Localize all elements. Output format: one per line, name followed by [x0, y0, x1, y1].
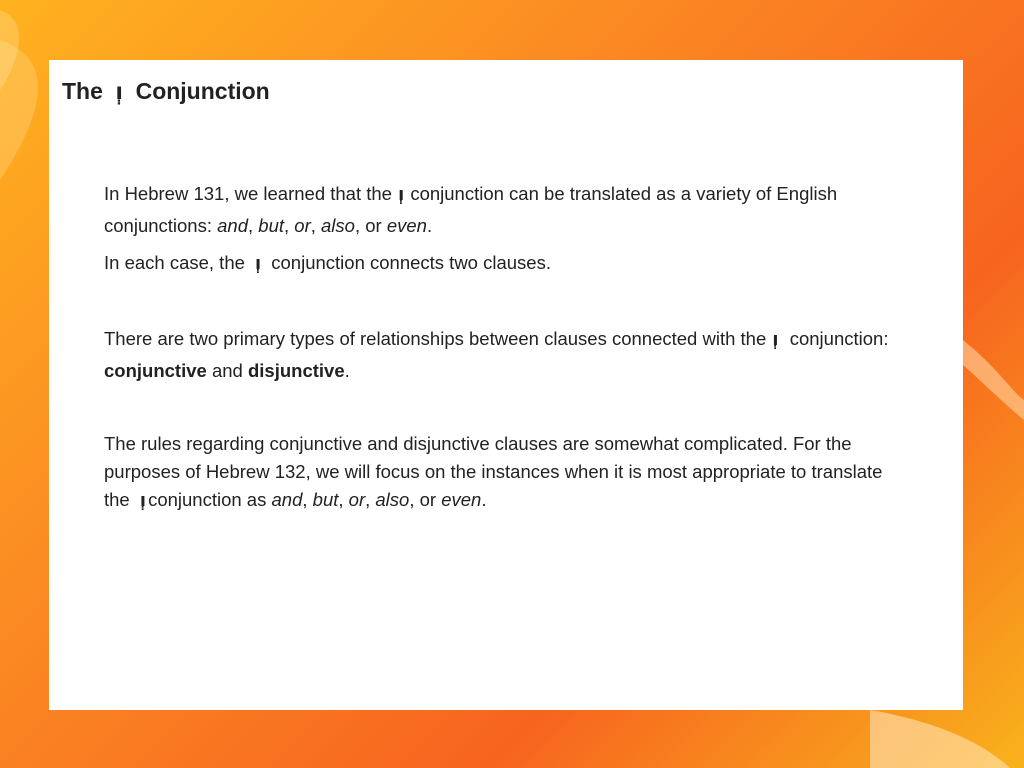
p1-and: and [217, 215, 248, 236]
p2-hebrew: וְ [254, 253, 262, 274]
p1-even: even [386, 215, 427, 236]
title-suffix: Conjunction [135, 78, 270, 104]
p4-and: and [271, 489, 303, 510]
p1-hebrew: וְ [397, 184, 405, 205]
p3-hebrew: וְ [772, 329, 779, 350]
p3-conjunctive: conjunctive [104, 360, 207, 381]
slide-body [104, 178, 924, 515]
p3-text-a: There are two primary types of relationships between clauses connected with the [104, 328, 767, 349]
paragraph-1: In Hebrew 131, we learned that the וְ conjunction can be translated as a variety of English conjunctions: and, but, or, also, or even. [104, 183, 838, 236]
p3-disjunctive: disjunctive [247, 360, 345, 381]
p1-or: or [294, 215, 311, 236]
p1-or-conj: or [365, 215, 382, 236]
p2-text-b: conjunction connects two clauses. [271, 252, 551, 273]
p3-and: and [211, 360, 243, 381]
p4-text-a: The rules regarding conjunctive and disjunctive clauses are somewhat complicated. For the purposes of Hebrew 132, we will focus on the instances when it is most appropriate to translate the [104, 433, 883, 510]
p3-text-b: conjunction: [789, 328, 889, 349]
p1-text-a: In Hebrew 131, we learned that the [104, 183, 392, 204]
p1-text-b: conjunction can be translated as a variety of English conjunctions: [104, 183, 838, 236]
p4-even: even [441, 489, 482, 510]
p2-text-a: In each case, the [104, 252, 245, 273]
slide-content-area [49, 60, 963, 710]
p4-or: or [348, 489, 366, 510]
p1-also: also [321, 215, 355, 236]
p4-text-b: conjunction as [148, 489, 267, 510]
p4-hebrew: וְ [139, 490, 147, 511]
title-prefix: The [62, 78, 103, 104]
p4-but: but [312, 489, 339, 510]
p4-also: also [375, 489, 410, 510]
slide-title [62, 78, 270, 105]
paragraph-2 [104, 247, 924, 279]
paragraph-3: There are two primary types of relationships between clauses connected with the וְ conjunction: conjunctive and disjunctive. [104, 328, 889, 381]
paragraph-4: The rules regarding conjunctive and disjunctive clauses are somewhat complicated. For the purposes of Hebrew 132, we will focus on the instances when it is most appropriate to translate the וְ conjunction as and, but, or, also, or even. [104, 433, 883, 511]
p4-or-conj: or [419, 489, 437, 510]
p1-but: but [258, 215, 284, 236]
title-hebrew-conjunction: וְ [115, 79, 124, 105]
